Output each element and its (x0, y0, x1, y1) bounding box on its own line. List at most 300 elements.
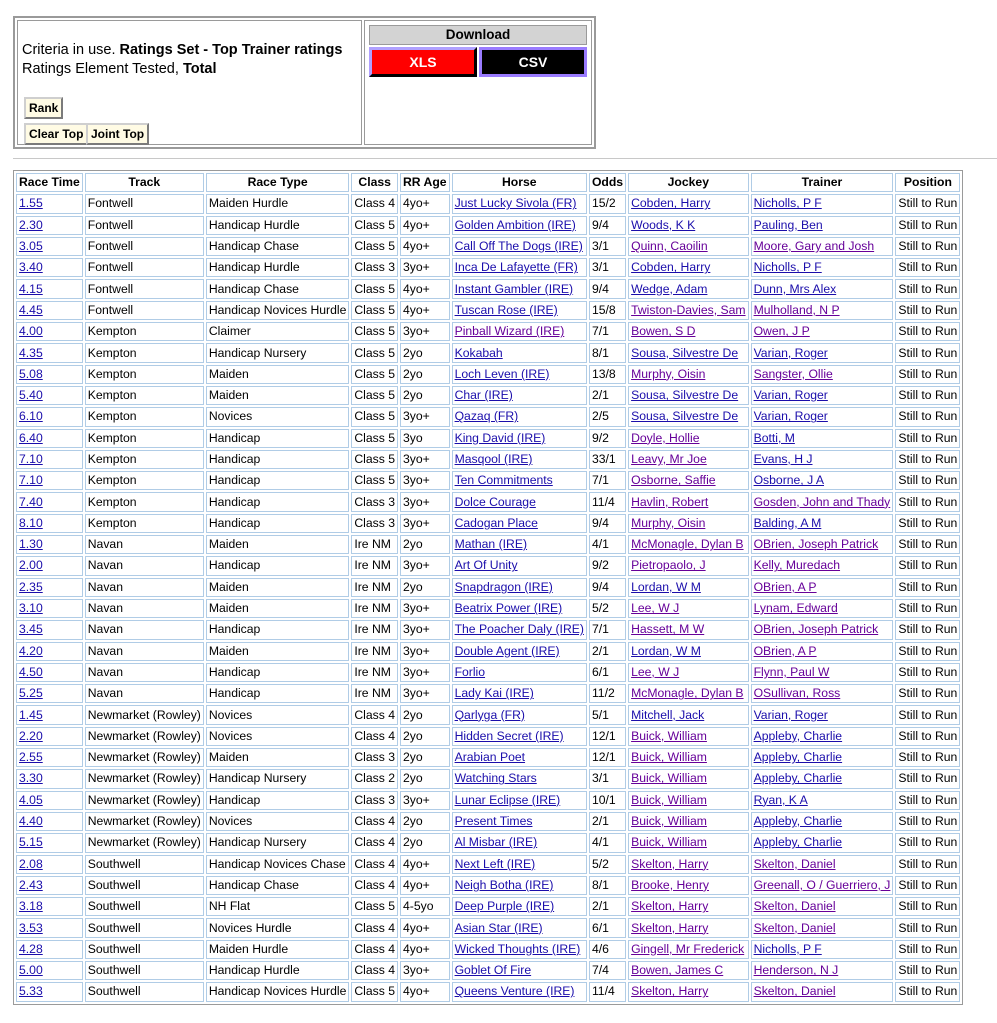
trainer-link[interactable]: Gosden, John and Thady (753, 494, 891, 509)
cell-odds: 10/1 (589, 791, 626, 810)
race-time-link[interactable]: 2.20 (19, 728, 43, 743)
cell-rr-age: 3yo+ (400, 791, 450, 810)
race-time-link[interactable]: 5.33 (19, 984, 43, 999)
cell-race-type: Handicap Chase (206, 237, 350, 256)
horse-link[interactable]: Beatrix Power (IRE) (454, 601, 563, 616)
cell-race-time (16, 812, 83, 831)
jockey-link[interactable]: Bowen, S D (631, 324, 696, 339)
trainer-link[interactable]: Varian, Roger (753, 345, 828, 360)
jockey-link[interactable]: Buick, William (631, 814, 707, 829)
horse-link[interactable]: Snapdragon (IRE) (454, 579, 553, 594)
horse-link[interactable]: Hidden Secret (IRE) (454, 728, 564, 743)
cell-race-type: Handicap Hurdle (206, 961, 350, 980)
cell-class: Class 5 (351, 237, 398, 256)
column-header-horse: Horse (452, 173, 587, 192)
cell-rr-age: 3yo+ (400, 663, 450, 682)
cell-rr-age: 3yo (400, 429, 450, 448)
cell-horse (452, 429, 587, 448)
jockey-link[interactable]: Murphy, Oisin (631, 366, 706, 381)
cell-rr-age: 4yo+ (400, 301, 450, 320)
trainer-link[interactable]: Nicholls, P F (753, 196, 822, 211)
horse-link[interactable]: Queens Venture (IRE) (454, 984, 575, 999)
horse-link[interactable]: Qazaq (FR) (454, 409, 519, 424)
table-row (16, 940, 960, 959)
trainer-link[interactable]: Varian, Roger (753, 409, 828, 424)
cell-track: Fontwell (85, 237, 204, 256)
cell-horse (452, 897, 587, 916)
table-row (16, 833, 960, 852)
race-time-link[interactable]: 7.40 (19, 494, 43, 509)
horse-link[interactable]: The Poacher Daly (IRE) (454, 622, 584, 637)
cell-jockey (628, 429, 748, 448)
cell-jockey (628, 812, 748, 831)
horse-link[interactable]: Instant Gambler (IRE) (454, 281, 574, 296)
jockey-link[interactable]: Brooke, Henry (631, 877, 709, 892)
race-time-link[interactable]: 4.28 (19, 941, 43, 956)
race-time-link[interactable]: 2.30 (19, 217, 43, 232)
trainer-link[interactable]: Flynn, Paul W (753, 664, 830, 679)
trainer-link[interactable]: Skelton, Daniel (753, 920, 836, 935)
horse-link[interactable]: Kokabah (454, 345, 503, 360)
cell-position: Still to Run (895, 961, 960, 980)
horse-link[interactable]: Tuscan Rose (IRE) (454, 302, 558, 317)
cell-position: Still to Run (895, 791, 960, 810)
race-time-link[interactable]: 4.20 (19, 643, 43, 658)
table-row (16, 748, 960, 767)
cell-track: Navan (85, 642, 204, 661)
cell-horse (452, 216, 587, 235)
jockey-link[interactable]: Sousa, Silvestre De (631, 345, 739, 360)
cell-track: Newmarket (Rowley) (85, 727, 204, 746)
trainer-link[interactable]: Mulholland, N P (753, 302, 840, 317)
jockey-link[interactable]: Lee, W J (631, 664, 680, 679)
criteria-prefix: Criteria in use. (22, 42, 116, 58)
cell-track: Kempton (85, 514, 204, 533)
joint-top-button[interactable]: Joint Top (86, 123, 149, 145)
cell-odds: 6/1 (589, 663, 626, 682)
table-row (16, 620, 960, 639)
cell-race-time (16, 642, 83, 661)
cell-trainer (751, 748, 894, 767)
cell-class: Class 5 (351, 407, 398, 426)
cell-track: Navan (85, 535, 204, 554)
trainer-link[interactable]: Evans, H J (753, 452, 813, 466)
trainer-link[interactable]: Skelton, Daniel (753, 984, 836, 999)
cell-class: Class 3 (351, 791, 398, 810)
trainer-link[interactable]: OBrien, Joseph Patrick (753, 537, 879, 552)
horse-link[interactable]: Call Off The Dogs (IRE) (454, 239, 583, 254)
horse-link[interactable]: Forlio (454, 664, 486, 679)
trainer-link[interactable]: Appleby, Charlie (753, 814, 843, 829)
cell-rr-age: 4yo+ (400, 855, 450, 874)
race-time-link[interactable]: 2.43 (19, 877, 43, 892)
cell-race-type: Handicap Chase (206, 279, 350, 298)
cell-rr-age: 4yo+ (400, 237, 450, 256)
cell-race-type: Handicap Novices Hurdle (206, 301, 350, 320)
cell-class: Class 5 (351, 279, 398, 298)
jockey-link[interactable]: Cobden, Harry (631, 196, 711, 211)
cell-track: Southwell (85, 897, 204, 916)
cell-horse (452, 727, 587, 746)
trainer-link[interactable]: Skelton, Daniel (753, 856, 836, 871)
trainer-link[interactable]: Varian, Roger (753, 707, 828, 722)
trainer-link[interactable]: Botti, M (753, 430, 795, 445)
trainer-link[interactable]: Varian, Roger (753, 388, 828, 403)
horse-link[interactable]: Qarlyga (FR) (454, 707, 525, 722)
cell-odds: 15/2 (589, 194, 626, 213)
trainer-link[interactable]: OBrien, A P (753, 579, 817, 594)
cell-rr-age: 3yo+ (400, 620, 450, 639)
jockey-link[interactable]: Osborne, Saffie (631, 473, 716, 488)
horse-link[interactable]: Art Of Unity (454, 558, 518, 573)
cell-horse (452, 514, 587, 533)
cell-race-time (16, 407, 83, 426)
cell-track: Newmarket (Rowley) (85, 812, 204, 831)
cell-race-time (16, 343, 83, 362)
table-row (16, 727, 960, 746)
cell-track: Navan (85, 684, 204, 703)
horse-link[interactable]: Just Lucky Sivola (FR) (454, 196, 577, 211)
cell-jockey (628, 258, 748, 277)
trainer-link[interactable]: Nicholls, P F (753, 941, 822, 956)
jockey-link[interactable]: Wedge, Adam (631, 281, 708, 296)
cell-race-time (16, 940, 83, 959)
race-time-link[interactable]: 2.35 (19, 579, 43, 594)
cell-class: Class 4 (351, 918, 398, 937)
jockey-link[interactable]: Woods, K K (631, 217, 696, 232)
cell-race-type: Maiden (206, 535, 350, 554)
cell-track: Kempton (85, 471, 204, 490)
trainer-link[interactable]: Skelton, Daniel (753, 899, 836, 914)
cell-race-time (16, 450, 83, 469)
column-header-jockey: Jockey (628, 173, 748, 192)
horse-link[interactable]: Pinball Wizard (IRE) (454, 324, 565, 339)
cell-horse (452, 578, 587, 597)
cell-race-time (16, 365, 83, 384)
cell-position: Still to Run (895, 897, 960, 916)
race-time-link[interactable]: 5.15 (19, 835, 43, 850)
cell-jockey (628, 343, 748, 362)
race-time-link[interactable]: 3.30 (19, 771, 43, 786)
jockey-link[interactable]: Buick, William (631, 750, 707, 765)
trainer-link[interactable]: Balding, A M (753, 515, 822, 530)
cell-class: Class 5 (351, 216, 398, 235)
cell-odds: 9/2 (589, 556, 626, 575)
cell-horse (452, 961, 587, 980)
race-time-link[interactable]: 3.10 (19, 601, 43, 616)
trainer-link[interactable]: Sangster, Ollie (753, 366, 833, 381)
table-row (16, 514, 960, 533)
cell-race-type: Handicap (206, 514, 350, 533)
race-time-link[interactable]: 7.10 (19, 452, 43, 466)
trainer-link[interactable]: Lynam, Edward (753, 601, 838, 616)
cell-rr-age: 3yo+ (400, 322, 450, 341)
cell-class: Ire NM (351, 620, 398, 639)
cell-position: Still to Run (895, 301, 960, 320)
cell-race-type: Maiden Hurdle (206, 194, 350, 213)
column-header-position: Position (895, 173, 960, 192)
cell-position: Still to Run (895, 918, 960, 937)
jockey-link[interactable]: Buick, William (631, 728, 707, 743)
jockey-link[interactable]: Murphy, Oisin (631, 515, 706, 530)
race-time-link[interactable]: 2.08 (19, 856, 43, 871)
trainer-link[interactable]: OSullivan, Ross (753, 686, 841, 701)
trainer-link[interactable]: Ryan, K A (753, 792, 808, 807)
cell-track: Southwell (85, 855, 204, 874)
race-time-link[interactable]: 1.30 (19, 537, 43, 552)
cell-class: Class 5 (351, 429, 398, 448)
race-time-link[interactable]: 1.45 (19, 707, 43, 722)
horse-link[interactable]: Dolce Courage (454, 494, 536, 509)
jockey-link[interactable]: Doyle, Hollie (631, 430, 700, 445)
jockey-link[interactable]: Buick, William (631, 792, 707, 807)
horse-link[interactable]: Al Misbar (IRE) (454, 835, 538, 850)
cell-trainer (751, 791, 894, 810)
cell-trainer (751, 940, 894, 959)
trainer-link[interactable]: Greenall, O / Guerriero, J (753, 877, 891, 892)
horse-link[interactable]: Lady Kai (IRE) (454, 686, 534, 701)
trainer-link[interactable]: OBrien, A P (753, 643, 817, 658)
trainer-link[interactable]: Nicholls, P F (753, 260, 822, 275)
race-time-link[interactable]: 3.45 (19, 622, 43, 637)
trainer-link[interactable]: Osborne, J A (753, 473, 825, 488)
table-row (16, 769, 960, 788)
jockey-link[interactable]: Buick, William (631, 771, 707, 786)
table-row (16, 578, 960, 597)
horse-link[interactable]: King David (IRE) (454, 430, 546, 445)
cell-race-time (16, 833, 83, 852)
cell-race-type: Novices (206, 727, 350, 746)
race-time-link[interactable]: 1.55 (19, 196, 43, 211)
cell-odds: 2/5 (589, 407, 626, 426)
trainer-link[interactable]: Henderson, N J (753, 963, 839, 978)
cell-horse (452, 450, 587, 469)
trainer-link[interactable]: Appleby, Charlie (753, 835, 843, 850)
jockey-link[interactable]: Hassett, M W (631, 622, 705, 637)
download-cell (364, 20, 592, 145)
jockey-link[interactable]: McMonagle, Dylan B (631, 686, 744, 701)
cell-odds: 15/8 (589, 301, 626, 320)
horse-link[interactable]: Next Left (IRE) (454, 856, 536, 871)
cell-odds: 3/1 (589, 237, 626, 256)
jockey-link[interactable]: Skelton, Harry (631, 856, 709, 871)
cell-race-type: Maiden (206, 599, 350, 618)
cell-rr-age: 2yo (400, 833, 450, 852)
horse-link[interactable]: Masqool (IRE) (454, 452, 533, 466)
race-time-link[interactable]: 8.10 (19, 515, 43, 530)
race-time-link[interactable]: 2.55 (19, 750, 43, 765)
cell-track: Kempton (85, 492, 204, 511)
cell-race-type: Claimer (206, 322, 350, 341)
jockey-link[interactable]: Lordan, W M (631, 643, 701, 658)
cell-odds: 6/1 (589, 918, 626, 937)
jockey-link[interactable]: Pietropaolo, J (631, 558, 706, 573)
table-row (16, 258, 960, 277)
jockey-link[interactable]: Havlin, Robert (631, 494, 709, 509)
jockey-link[interactable]: Mitchell, Jack (631, 707, 705, 722)
race-time-link[interactable]: 4.40 (19, 814, 43, 829)
race-time-link[interactable]: 6.10 (19, 409, 43, 424)
cell-trainer (751, 535, 894, 554)
jockey-link[interactable]: Sousa, Silvestre De (631, 388, 739, 403)
horse-link[interactable]: Watching Stars (454, 771, 537, 786)
race-time-link[interactable]: 3.05 (19, 239, 43, 254)
cell-horse (452, 748, 587, 767)
cell-rr-age: 2yo (400, 365, 450, 384)
cell-rr-age: 3yo+ (400, 684, 450, 703)
race-time-link[interactable]: 5.00 (19, 963, 43, 978)
cell-odds: 7/1 (589, 322, 626, 341)
race-time-link[interactable]: 6.40 (19, 430, 43, 445)
horse-link[interactable]: Present Times (454, 814, 533, 829)
jockey-link[interactable]: Lordan, W M (631, 579, 701, 594)
race-time-link[interactable]: 4.05 (19, 792, 43, 807)
cell-position: Still to Run (895, 407, 960, 426)
csv-download-button[interactable]: CSV (479, 47, 587, 77)
cell-odds: 4/1 (589, 535, 626, 554)
trainer-link[interactable]: Kelly, Muredach (753, 558, 841, 573)
xls-download-button[interactable]: XLS (369, 47, 477, 77)
horse-link[interactable]: Loch Leven (IRE) (454, 366, 550, 381)
rank-button[interactable]: Rank (24, 97, 63, 119)
race-time-link[interactable]: 5.40 (19, 388, 43, 403)
trainer-link[interactable]: Moore, Gary and Josh (753, 239, 875, 254)
cell-track: Kempton (85, 429, 204, 448)
cell-rr-age: 4-5yo (400, 897, 450, 916)
criteria-text (22, 41, 342, 79)
horse-link[interactable]: Golden Ambition (IRE) (454, 217, 576, 232)
jockey-link[interactable]: Cobden, Harry (631, 260, 711, 275)
trainer-link[interactable]: Appleby, Charlie (753, 728, 843, 743)
cell-track: Navan (85, 620, 204, 639)
jockey-link[interactable]: Lee, W J (631, 601, 680, 616)
cell-trainer (751, 216, 894, 235)
jockey-link[interactable]: Sousa, Silvestre De (631, 409, 739, 424)
cell-horse (452, 556, 587, 575)
cell-track: Navan (85, 599, 204, 618)
cell-jockey (628, 514, 748, 533)
jockey-link[interactable]: Bowen, James C (631, 963, 724, 978)
cell-race-type: Maiden (206, 386, 350, 405)
race-time-link[interactable]: 4.00 (19, 324, 43, 339)
race-time-link[interactable]: 4.50 (19, 664, 43, 679)
jockey-link[interactable]: Buick, William (631, 835, 707, 850)
cell-race-time (16, 322, 83, 341)
cell-odds: 5/1 (589, 705, 626, 724)
trainer-link[interactable]: OBrien, Joseph Patrick (753, 622, 879, 637)
horse-link[interactable]: Arabian Poet (454, 750, 526, 765)
cell-horse (452, 876, 587, 895)
cell-track: Fontwell (85, 279, 204, 298)
cell-horse (452, 365, 587, 384)
table-row (16, 194, 960, 213)
cell-trainer (751, 194, 894, 213)
cell-race-time (16, 769, 83, 788)
race-time-link[interactable]: 7.10 (19, 473, 43, 488)
column-header-class: Class (351, 173, 398, 192)
table-row (16, 982, 960, 1001)
cell-race-type: Handicap Novices Chase (206, 855, 350, 874)
cell-race-type: Handicap (206, 684, 350, 703)
horse-link[interactable]: Wicked Thoughts (IRE) (454, 941, 581, 956)
horse-link[interactable]: Mathan (IRE) (454, 537, 528, 552)
horse-link[interactable]: Inca De Lafayette (FR) (454, 260, 578, 275)
cell-class: Ire NM (351, 535, 398, 554)
cell-position: Still to Run (895, 833, 960, 852)
clear-top-button[interactable]: Clear Top (24, 123, 88, 145)
cell-position: Still to Run (895, 663, 960, 682)
jockey-link[interactable]: Skelton, Harry (631, 984, 709, 999)
cell-trainer (751, 876, 894, 895)
cell-trainer (751, 471, 894, 490)
cell-rr-age: 4yo+ (400, 982, 450, 1001)
cell-odds: 9/4 (589, 578, 626, 597)
cell-position: Still to Run (895, 237, 960, 256)
jockey-link[interactable]: Skelton, Harry (631, 920, 709, 935)
race-time-link[interactable]: 5.08 (19, 366, 43, 381)
cell-race-time (16, 429, 83, 448)
cell-rr-age: 2yo (400, 748, 450, 767)
jockey-link[interactable]: Skelton, Harry (631, 899, 709, 914)
download-title: Download (369, 25, 587, 45)
horse-link[interactable]: Lunar Eclipse (IRE) (454, 792, 561, 807)
cell-trainer (751, 429, 894, 448)
trainer-link[interactable]: Appleby, Charlie (753, 750, 843, 765)
horse-link[interactable]: Deep Purple (IRE) (454, 899, 555, 914)
trainer-link[interactable]: Appleby, Charlie (753, 771, 843, 786)
horse-link[interactable]: Double Agent (IRE) (454, 643, 560, 658)
cell-horse (452, 471, 587, 490)
horse-link[interactable]: Char (IRE) (454, 388, 513, 403)
cell-position: Still to Run (895, 855, 960, 874)
horse-link[interactable]: Asian Star (IRE) (454, 920, 543, 935)
race-time-link[interactable]: 2.00 (19, 558, 43, 573)
jockey-link[interactable]: McMonagle, Dylan B (631, 537, 744, 552)
horse-link[interactable]: Neigh Botha (IRE) (454, 877, 554, 892)
cell-rr-age: 2yo (400, 386, 450, 405)
cell-position: Still to Run (895, 216, 960, 235)
cell-rr-age: 4yo+ (400, 918, 450, 937)
cell-race-type: Handicap Nursery (206, 769, 350, 788)
cell-trainer (751, 684, 894, 703)
cell-jockey (628, 727, 748, 746)
horse-link[interactable]: Goblet Of Fire (454, 963, 532, 978)
jockey-link[interactable]: Quinn, Caoilin (631, 239, 708, 254)
horse-link[interactable]: Ten Commitments (454, 473, 553, 488)
cell-jockey (628, 940, 748, 959)
trainer-link[interactable]: Dunn, Mrs Alex (753, 281, 837, 296)
horse-link[interactable]: Cadogan Place (454, 515, 538, 530)
jockey-link[interactable]: Leavy, Mr Joe (631, 452, 707, 466)
table-row (16, 684, 960, 703)
race-time-link[interactable]: 3.18 (19, 899, 43, 914)
race-time-link[interactable]: 3.40 (19, 260, 43, 275)
jockey-link[interactable]: Gingell, Mr Frederick (631, 941, 745, 956)
cell-position: Still to Run (895, 705, 960, 724)
trainer-link[interactable]: Pauling, Ben (753, 217, 823, 232)
cell-class: Ire NM (351, 642, 398, 661)
race-time-link[interactable]: 4.35 (19, 345, 43, 360)
trainer-link[interactable]: Owen, J P (753, 324, 810, 339)
race-time-link[interactable]: 4.15 (19, 281, 43, 296)
race-time-link[interactable]: 3.53 (19, 920, 43, 935)
race-time-link[interactable]: 5.25 (19, 686, 43, 701)
jockey-link[interactable]: Twiston-Davies, Sam (631, 302, 746, 317)
cell-rr-age: 3yo+ (400, 450, 450, 469)
table-row (16, 876, 960, 895)
race-time-link[interactable]: 4.45 (19, 302, 43, 317)
cell-race-type: Handicap Chase (206, 876, 350, 895)
